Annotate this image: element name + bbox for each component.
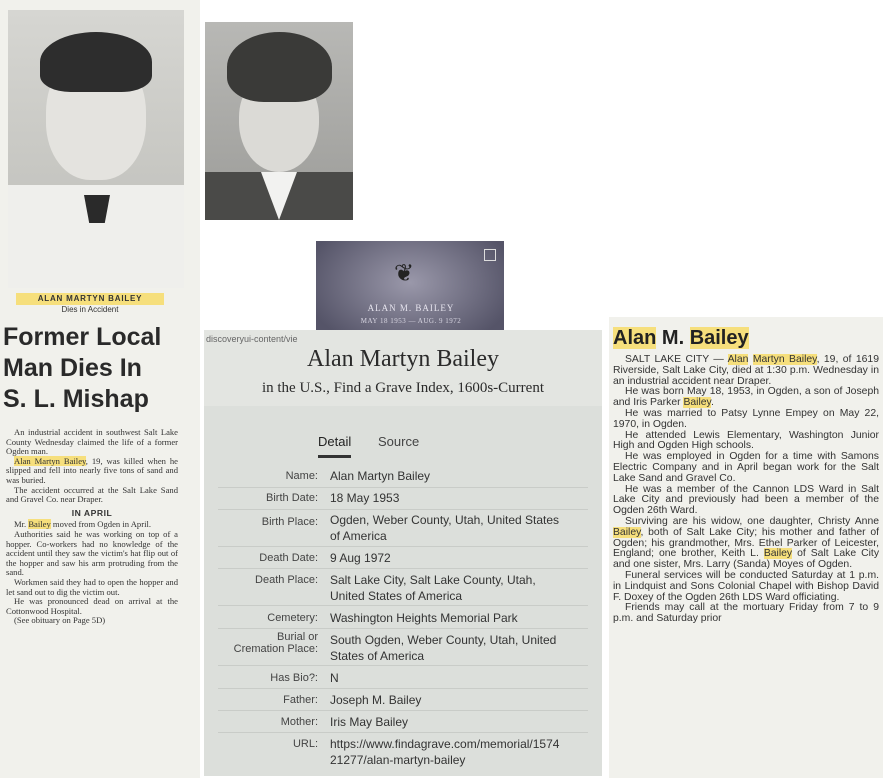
- tab-source[interactable]: Source: [378, 434, 420, 449]
- article-paragraph: Alan Martyn Bailey, 19, was killed when he slipped and fell into nearly five tons of sand and was buried.: [6, 455, 178, 485]
- portrait-photo: [8, 10, 184, 288]
- photo-caption-sub: Dies in Accident: [61, 305, 119, 314]
- field-label-cemetery: Cemetery:: [267, 612, 318, 624]
- obituary-heading: Alan M. Bailey: [613, 327, 749, 349]
- marker-dates: MAY 18 1953 — AUG. 9 1972: [360, 317, 462, 325]
- field-label-burial-place: Burial or Cremation Place:: [233, 631, 318, 655]
- field-value-mother: Iris May Bailey: [330, 715, 409, 729]
- field-label-birth-place: Birth Place:: [261, 516, 318, 528]
- row-divider: [218, 605, 588, 606]
- photo-caption-name: ALAN MARTYN BAILEY: [16, 293, 164, 305]
- field-label-name: Name:: [285, 470, 318, 482]
- field-value-cemetery: Washington Heights Memorial Park: [330, 611, 518, 625]
- obituary-paragraph: He was married to Patsy Lynne Empey on May 22, 1970, in Ogden.: [613, 407, 879, 430]
- article-paragraph: The accident occurred at the Salt Lake Sand and Gravel Co. near Draper.: [6, 484, 178, 505]
- field-value-burial-place: South Ogden, Weber County, Utah, United States of America: [330, 633, 557, 663]
- marker-emblem-icon: ❦: [394, 260, 415, 287]
- row-divider: [218, 487, 588, 488]
- obituary-paragraph: SALT LAKE CITY — Alan Martyn Bailey, 19, of 1619 Riverside, Salt Lake City, died at 1:30 p.m. Wednesday in an industrial accident near Draper.: [613, 354, 879, 387]
- field-value-birth-place: Ogden, Weber County, Utah, United States of America: [330, 513, 560, 543]
- article-paragraph: Mr. Bailey moved from Ogden in April.: [14, 519, 152, 530]
- article-paragraph: (See obituary on Page 5D): [14, 615, 106, 626]
- obituary-paragraph: He was born May 18, 1953, in Ogden, a son of Joseph and Iris Parker Bailey.: [613, 386, 879, 409]
- yearbook-photo: [205, 22, 353, 220]
- field-value-has-bio: N: [330, 671, 339, 685]
- field-label-birth-date: Birth Date:: [266, 492, 318, 504]
- article-subhead: IN APRIL: [71, 507, 113, 518]
- row-divider: [218, 568, 588, 569]
- obituary-paragraph: He was employed in Ogden for a time with Samons Electric Company and in April began work for the Salt Lake Sand and Gravel Co.: [613, 451, 879, 484]
- obituary-body: [613, 355, 879, 625]
- obituary-paragraph: He attended Lewis Elementary, Washington Junior High and Ogden High schools.: [613, 429, 879, 452]
- row-divider: [218, 732, 588, 733]
- row-divider: [218, 509, 588, 510]
- memorial-url-link[interactable]: https://www.findagrave.com/memorial/157421277/alan-martyn-bailey: [330, 737, 560, 767]
- field-value-birth-date: 18 May 1953: [330, 491, 400, 505]
- row-divider: [218, 628, 588, 629]
- obituary-paragraph: He was a member of the Cannon LDS Ward in Salt Lake City and previously had been a member of the Ogden 26th Ward.: [613, 483, 879, 517]
- field-label-mother: Mother:: [280, 716, 318, 728]
- field-value-death-date: 9 Aug 1972: [330, 551, 391, 565]
- field-label-death-date: Death Date:: [259, 552, 318, 564]
- obituary-paragraph: Surviving are his widow, one daughter, Christy Anne Bailey, both of Salt Lake City; his mother and father of Ogden; his grandmother, Mrs. Ethel Parker of Leicester, England; one brother, Keith L. Bailey of Salt Lake City and one sister, Mrs. Larry (Sanda) Moyes of Ogden.: [613, 515, 880, 571]
- record-title: Alan Martyn Bailey: [307, 346, 499, 372]
- marker-name: ALAN M. BAILEY: [367, 303, 455, 313]
- tab-detail[interactable]: Detail: [318, 434, 351, 458]
- headline: Former Local Man Dies In S. L. Mishap: [3, 323, 162, 413]
- article-paragraph: He was pronounced dead on arrival at the Cottonwood Hospital.: [6, 596, 178, 616]
- article-body: [6, 428, 178, 626]
- expand-icon[interactable]: [484, 249, 496, 261]
- article-paragraph: Authorities said he was working on top of a hopper. Co-workers had no knowledge of the accident until they saw the victim's hat flip out of the hopper and saw his arm protruding from the sand.: [6, 528, 178, 578]
- article-paragraph: An industrial accident in southwest Salt Lake County Wednesday claimed the life of a former Ogden man.: [6, 427, 178, 457]
- row-divider: [218, 546, 588, 547]
- highlighted-name: Bailey: [28, 519, 51, 530]
- newspaper-obituary: [609, 317, 883, 778]
- field-value-name: Alan Martyn Bailey: [330, 469, 431, 483]
- highlighted-name: Alan Martyn Bailey: [14, 455, 86, 466]
- newspaper-clipping-accident: [0, 0, 200, 778]
- article-paragraph: Workmen said they had to open the hopper and let sand out to dig the victim out.: [6, 576, 178, 597]
- field-label-has-bio: Has Bio?:: [270, 672, 318, 684]
- field-label-father: Father:: [283, 694, 318, 706]
- obituary-paragraph: Funeral services will be conducted Saturday at 1 p.m. in Lindquist and Sons Colonial Chapel with Bishop David F. Doxey of the Ogden 26th LDS Ward officiating.: [613, 569, 879, 603]
- row-divider: [218, 665, 588, 666]
- obituary-paragraph: Friends may call at the mortuary Friday from 7 to 9 p.m. and Saturday prior: [613, 602, 879, 625]
- find-a-grave-record: [204, 330, 602, 776]
- record-subtitle: in the U.S., Find a Grave Index, 1600s-Current: [261, 380, 545, 396]
- field-value-father: Joseph M. Bailey: [330, 693, 422, 707]
- field-label-url: URL:: [292, 738, 318, 750]
- row-divider: [218, 688, 588, 689]
- field-label-death-place: Death Place:: [255, 574, 318, 586]
- field-value-death-place: Salt Lake City, Salt Lake County, Utah, United States of America: [330, 573, 536, 603]
- row-divider: [218, 710, 588, 711]
- url-fragment: discoveryui-content/vie: [206, 334, 298, 344]
